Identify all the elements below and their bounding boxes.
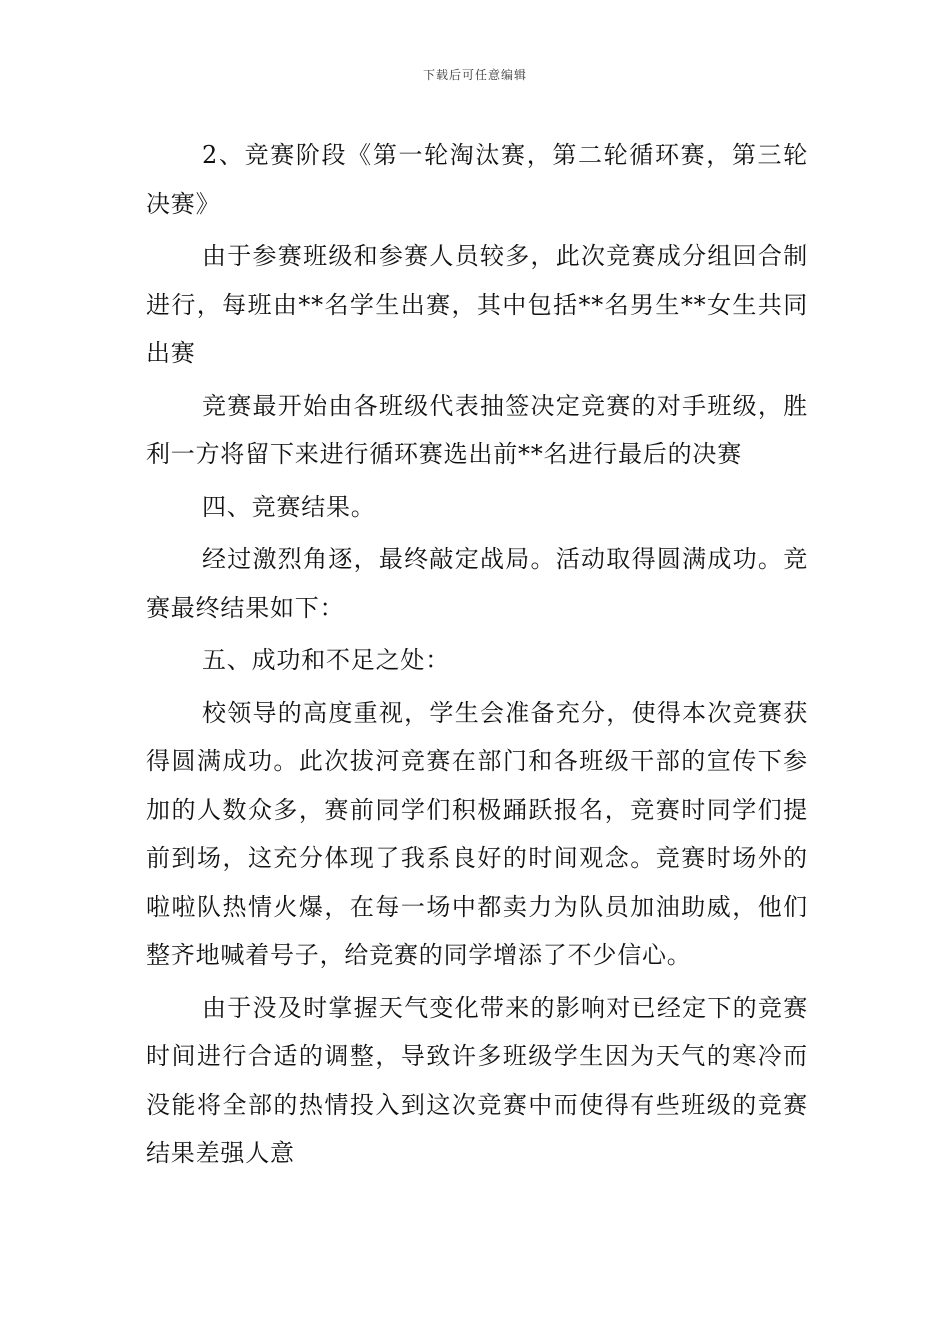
paragraph-draw-procedure: 竞赛最开始由各班级代表抽签决定竞赛的对手班级，胜利一方将留下来进行循环赛选出前**名进行最后的决赛 (146, 391, 808, 468)
section-heading-successes-shortcomings: 五、成功和不足之处： (202, 646, 450, 674)
document-body (146, 131, 808, 1178)
paragraph-competition-stages: 2、竞赛阶段《第一轮淘汰赛，第二轮循环赛，第三轮决赛》 (146, 141, 808, 218)
paragraph-successes: 校领导的高度重视，学生会准备充分，使得本次竞赛获得圆满成功。此次拔河竞赛在部门和各班级干部的宣传下参加的人数众多，赛前同学们积极踊跃报名，竞赛时同学们提前到场，这充分体现了我系良好的时间观念。竞赛时场外的啦啦队热情火爆，在每一场中都卖力为队员加油助威，他们整齐地喊着号子，给竞赛的同学增添了不少信心。 (146, 698, 808, 969)
section-heading-results: 四、竞赛结果。 (202, 492, 376, 521)
paragraph-group-format: 由于参赛班级和参赛人员较多，此次竞赛成分组回合制进行，每班由**名学生出赛，其中包括**名男生**女生共同出赛 (146, 242, 808, 367)
paragraph-shortcomings: 由于没及时掌握天气变化带来的影响对已经定下的竞赛时间进行合适的调整，导致许多班级学生因为天气的寒冷而没能将全部的热情投入到这次竞赛中而使得有些班级的竞赛结果差强人意 (146, 993, 808, 1167)
page-header-note: 下载后可任意编辑 (422, 68, 527, 82)
paragraph-results: 经过激烈角逐，最终敲定战局。活动取得圆满成功。竞赛最终结果如下： (146, 545, 808, 622)
